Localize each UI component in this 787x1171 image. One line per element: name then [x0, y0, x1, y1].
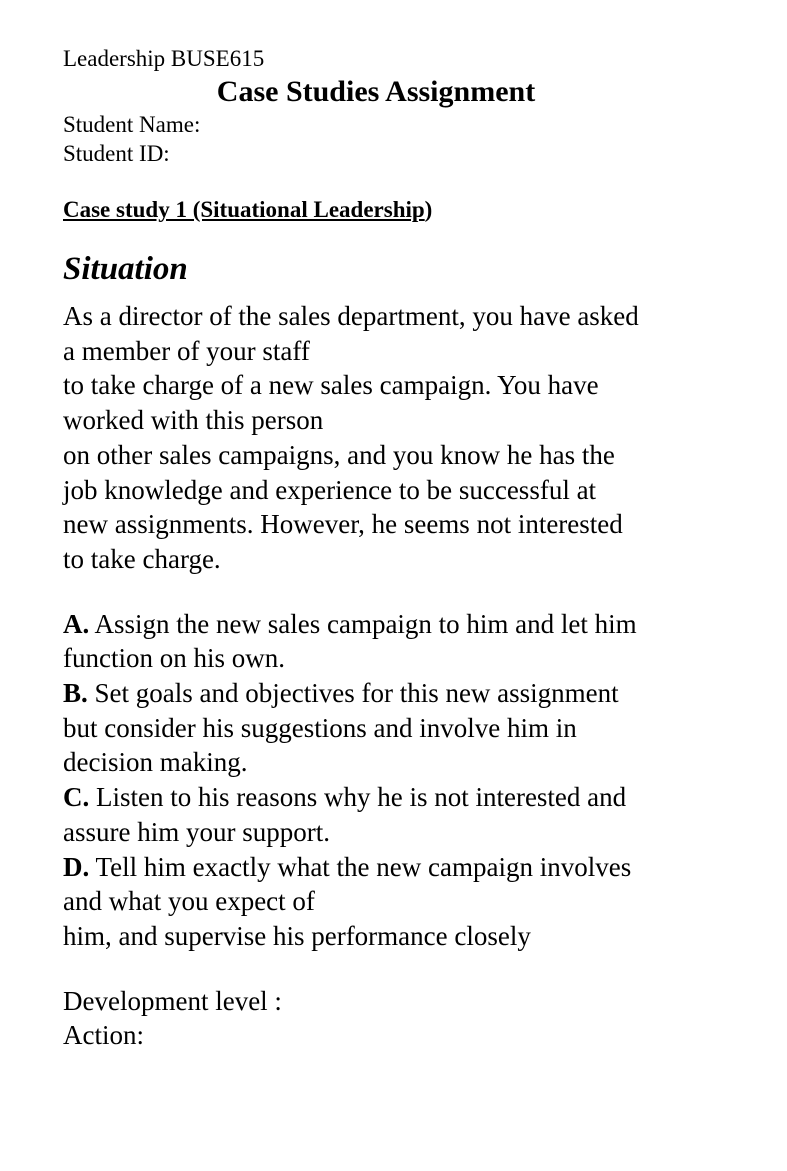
- case-study-heading: [63, 195, 743, 224]
- case-study-heading-underlined: Case study 1 (Situational Leadership: [63, 197, 425, 222]
- situation-line: As a director of the sales department, you have asked: [63, 301, 639, 331]
- document-page: [63, 44, 743, 1053]
- situation-paragraph: [63, 299, 693, 577]
- situation-line: job knowledge and experience to be successful at: [63, 474, 597, 505]
- option-b-letter: B.: [63, 678, 88, 709]
- option-d: [63, 850, 693, 954]
- option-d-text: Tell him exactly what the new campaign involves: [89, 851, 632, 882]
- option-b-text-cont: but consider his suggestions and involve him in: [63, 712, 577, 743]
- option-c-text-cont: assure him your support.: [63, 816, 330, 847]
- course-label: Leadership BUSE615: [63, 46, 265, 71]
- option-c-text: Listen to his reasons why he is not interested and: [89, 782, 627, 813]
- option-c: [63, 780, 693, 849]
- situation-line: a member of your staff: [63, 335, 310, 366]
- option-b-text: Set goals and objectives for this new assignment: [87, 678, 619, 709]
- student-name-label: Student Name:: [63, 112, 201, 137]
- option-a-text-cont: function on his own.: [63, 643, 285, 674]
- option-c-letter: C.: [63, 782, 90, 813]
- situation-line: to take charge of a new sales campaign. You have: [63, 370, 599, 401]
- option-a: [63, 607, 693, 676]
- option-d-text-cont: him, and supervise his performance closely: [63, 920, 531, 951]
- situation-line: new assignments. However, he seems not interested: [63, 509, 623, 540]
- situation-line: on other sales campaigns, and you know he has the: [63, 439, 615, 470]
- situation-title: Situation: [63, 251, 188, 287]
- page-title: Case Studies Assignment: [216, 75, 536, 108]
- student-id-label: Student ID:: [63, 141, 170, 166]
- action-label: Action:: [63, 1020, 144, 1051]
- option-a-letter: A.: [63, 608, 90, 639]
- option-b: [63, 676, 693, 780]
- option-a-text: Assign the new sales campaign to him and let him: [89, 608, 637, 639]
- option-d-letter: D.: [63, 851, 90, 882]
- case-study-heading-close: ): [424, 197, 433, 222]
- options-list: [63, 607, 693, 954]
- option-b-text-cont: decision making.: [63, 747, 248, 778]
- option-d-text-cont: and what you expect of: [63, 886, 315, 917]
- answer-fields: [63, 984, 743, 1053]
- development-level-label: Development level :: [63, 985, 282, 1016]
- situation-line: to take charge.: [63, 543, 221, 574]
- situation-line: worked with this person: [63, 405, 324, 436]
